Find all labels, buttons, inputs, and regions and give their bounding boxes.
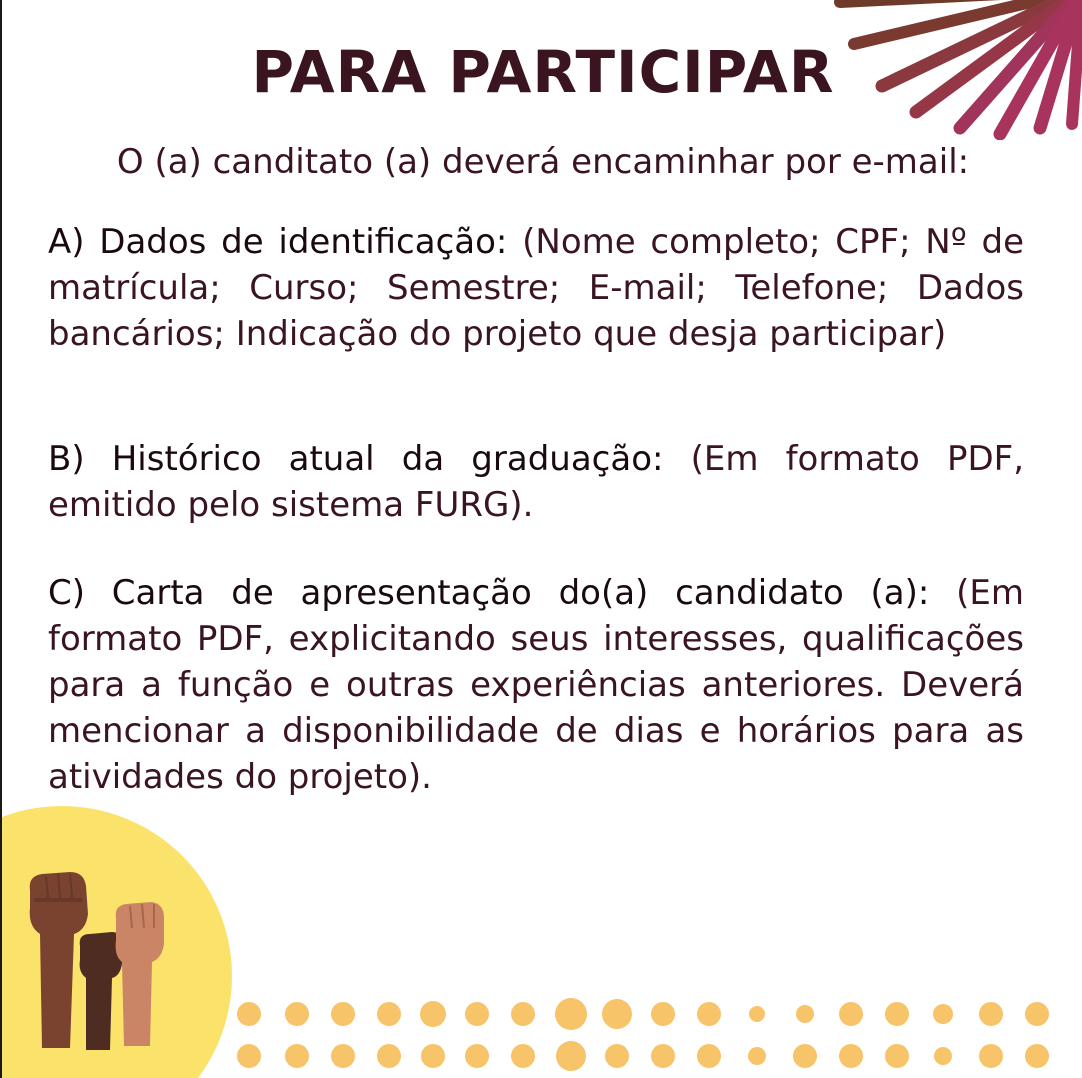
requirement-a-text: (Nome completo; CPF; Nº de matrícula; Curso; Semestre; E-mail; Telefone; Dados bancários; Indicação do projeto que desja participar) bbox=[48, 222, 1024, 354]
raised-fists-icon bbox=[20, 868, 170, 1058]
page-title: PARA PARTICIPAR bbox=[251, 38, 835, 106]
requirement-b bbox=[48, 436, 1024, 528]
subtitle: O (a) canditato (a) deverá encaminhar por e-mail: bbox=[116, 142, 970, 182]
requirement-a-label: A) Dados de identificação: bbox=[48, 222, 508, 262]
requirement-c-label: C) Carta de apresentação do(a) candidato (a): bbox=[48, 573, 930, 613]
requirement-c bbox=[48, 570, 1024, 800]
requirement-c-text: (Em formato PDF, explicitando seus interesses, qualificações para a função e outras experiências anteriores. Deverá mencionar a disponibilidade de dias e horários para as atividades do projeto). bbox=[48, 573, 1024, 797]
requirement-b-text: (Em formato PDF, emitido pelo sistema FURG). bbox=[48, 439, 1024, 525]
requirement-a bbox=[48, 219, 1024, 357]
requirement-b-label: B) Histórico atual da graduação: bbox=[48, 439, 664, 479]
dot-pattern bbox=[227, 990, 1067, 1078]
